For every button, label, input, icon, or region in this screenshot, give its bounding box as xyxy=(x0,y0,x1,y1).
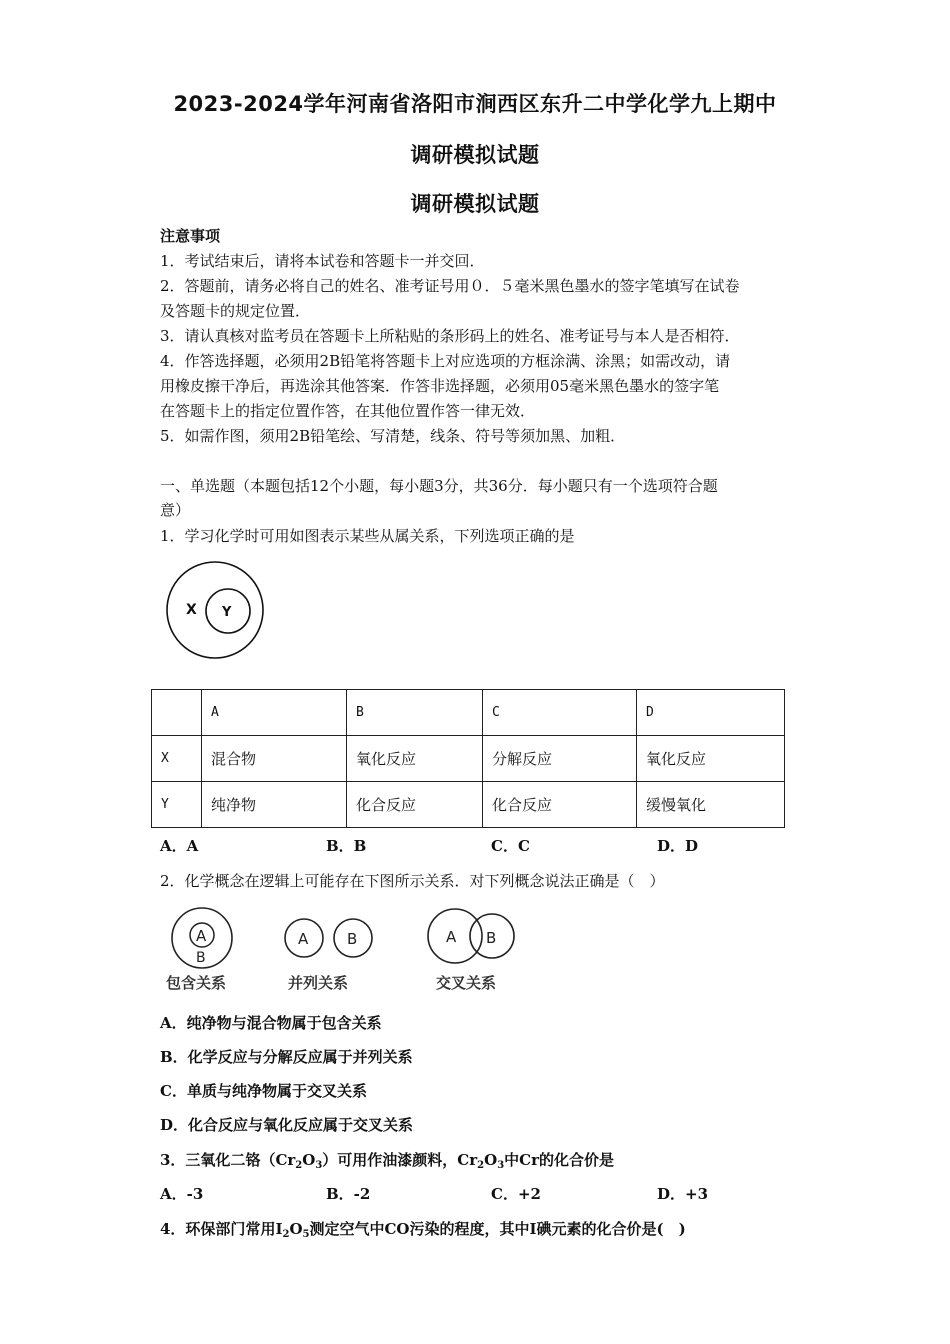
question-1-stem: 1．学习化学时可用如图表示某些从属关系，下列选项正确的是 xyxy=(160,527,575,545)
table-cell: B xyxy=(347,690,483,736)
label-x: X xyxy=(186,602,197,618)
table-row xyxy=(152,736,785,782)
q2-option-a: A．纯净物与混合物属于包含关系 xyxy=(160,1014,382,1032)
q2-option-d: D．化合反应与氧化反应属于交叉关系 xyxy=(160,1116,414,1134)
q2-relation-diagrams xyxy=(160,904,520,976)
table-cell: 纯净物 xyxy=(202,782,347,828)
notice-item: 5．如需作图，须用2B铅笔绘、写清楚，线条、符号等须加黑、加粗． xyxy=(160,427,626,445)
title-line-3: 调研模拟试题 xyxy=(410,192,540,216)
table-header-row xyxy=(152,690,785,736)
q1-option-b: B．B xyxy=(326,837,367,855)
notice-item: 2．答题前，请务必将自己的姓名、准考证号用０．５毫米黑色墨水的签字笔填写在试卷 xyxy=(160,277,740,295)
containment-diagram xyxy=(172,908,232,968)
table-cell: D xyxy=(637,690,785,736)
label-a: A xyxy=(446,928,457,946)
question-4-stem: 4．环保部门常用$I_2O_5$测定空气中CO污染的程度，其中I碘元素的化合价是( ) xyxy=(160,1220,686,1240)
diagram-label-intersection: 交叉关系 xyxy=(436,974,497,992)
table-cell: 化合反应 xyxy=(483,782,637,828)
table-cell: 缓慢氧化 xyxy=(637,782,785,828)
q1-venn-diagram xyxy=(160,556,270,666)
table-cell: X xyxy=(152,736,202,782)
table-cell: 化合反应 xyxy=(347,782,483,828)
label-y: Y xyxy=(222,605,232,620)
notice-item: 及答题卡的规定位置． xyxy=(160,302,311,320)
question-2-stem: 2．化学概念在逻辑上可能存在下图所示关系．对下列概念说法正确是（ ） xyxy=(160,872,665,890)
table-cell: 混合物 xyxy=(202,736,347,782)
title-line-2: 调研模拟试题 xyxy=(410,143,540,167)
table-cell: 氧化反应 xyxy=(637,736,785,782)
q3-option-a: A．-3 xyxy=(160,1185,204,1203)
q3-option-d: D．+3 xyxy=(657,1185,709,1203)
question-3-stem: 3．三氧化二铬$(Cr_2O_3)$可用作油漆颜料，$Cr_2O_3$中Cr的化合价是 xyxy=(160,1151,614,1171)
diagram-label-parallel: 并列关系 xyxy=(288,974,349,992)
label-b: B xyxy=(196,950,206,966)
notice-item: 在答题卡上的指定位置作答，在其他位置作答一律无效． xyxy=(160,402,536,420)
label-b: B xyxy=(347,930,358,948)
section-heading: 一、单选题（本题包括12个小题，每小题3分，共36分．每小题只有一个选项符合题 xyxy=(160,477,718,495)
table-cell: C xyxy=(483,690,637,736)
table-cell: A xyxy=(202,690,347,736)
notice-heading: 注意事项 xyxy=(160,227,221,245)
intersection-diagram xyxy=(428,909,514,963)
table-row xyxy=(152,782,785,828)
notice-item: 1．考试结束后，请将本试卷和答题卡一并交回． xyxy=(160,252,485,270)
notice-item: 3．请认真核对监考员在答题卡上所粘贴的条形码上的姓名、准考证号与本人是否相符． xyxy=(160,327,740,345)
outer-circle xyxy=(167,562,263,658)
q1-option-a: A．A xyxy=(160,837,199,855)
table-cell: Y xyxy=(152,782,202,828)
label-a: A xyxy=(196,927,207,945)
q1-option-c: C．C xyxy=(491,837,530,855)
label-b: B xyxy=(486,929,497,947)
notice-item: 4．作答选择题，必须用2B铅笔将答题卡上对应选项的方框涂满、涂黑；如需改动，请 xyxy=(160,352,731,370)
q3-option-b: B．-2 xyxy=(326,1185,371,1203)
q2-option-c: C．单质与纯净物属于交叉关系 xyxy=(160,1082,367,1100)
table-cell: 氧化反应 xyxy=(347,736,483,782)
label-a: A xyxy=(298,930,309,948)
table-cell: 分解反应 xyxy=(483,736,637,782)
diagram-label-containment: 包含关系 xyxy=(166,974,227,992)
title-line-1: 2023-2024学年河南省洛阳市涧西区东升二中学化学九上期中 xyxy=(173,92,777,116)
q2-option-b: B．化学反应与分解反应属于并列关系 xyxy=(160,1048,413,1066)
notice-item: 用橡皮擦干净后，再选涂其他答案．作答非选择题，必须用05毫米黑色墨水的签字笔 xyxy=(160,377,720,395)
section-heading-cont: 意） xyxy=(160,501,191,519)
q1-options-table xyxy=(151,689,785,828)
parallel-diagram xyxy=(285,919,372,957)
q3-option-c: C．+2 xyxy=(491,1185,541,1203)
q1-option-d: D．D xyxy=(657,837,699,855)
table-cell xyxy=(152,690,202,736)
